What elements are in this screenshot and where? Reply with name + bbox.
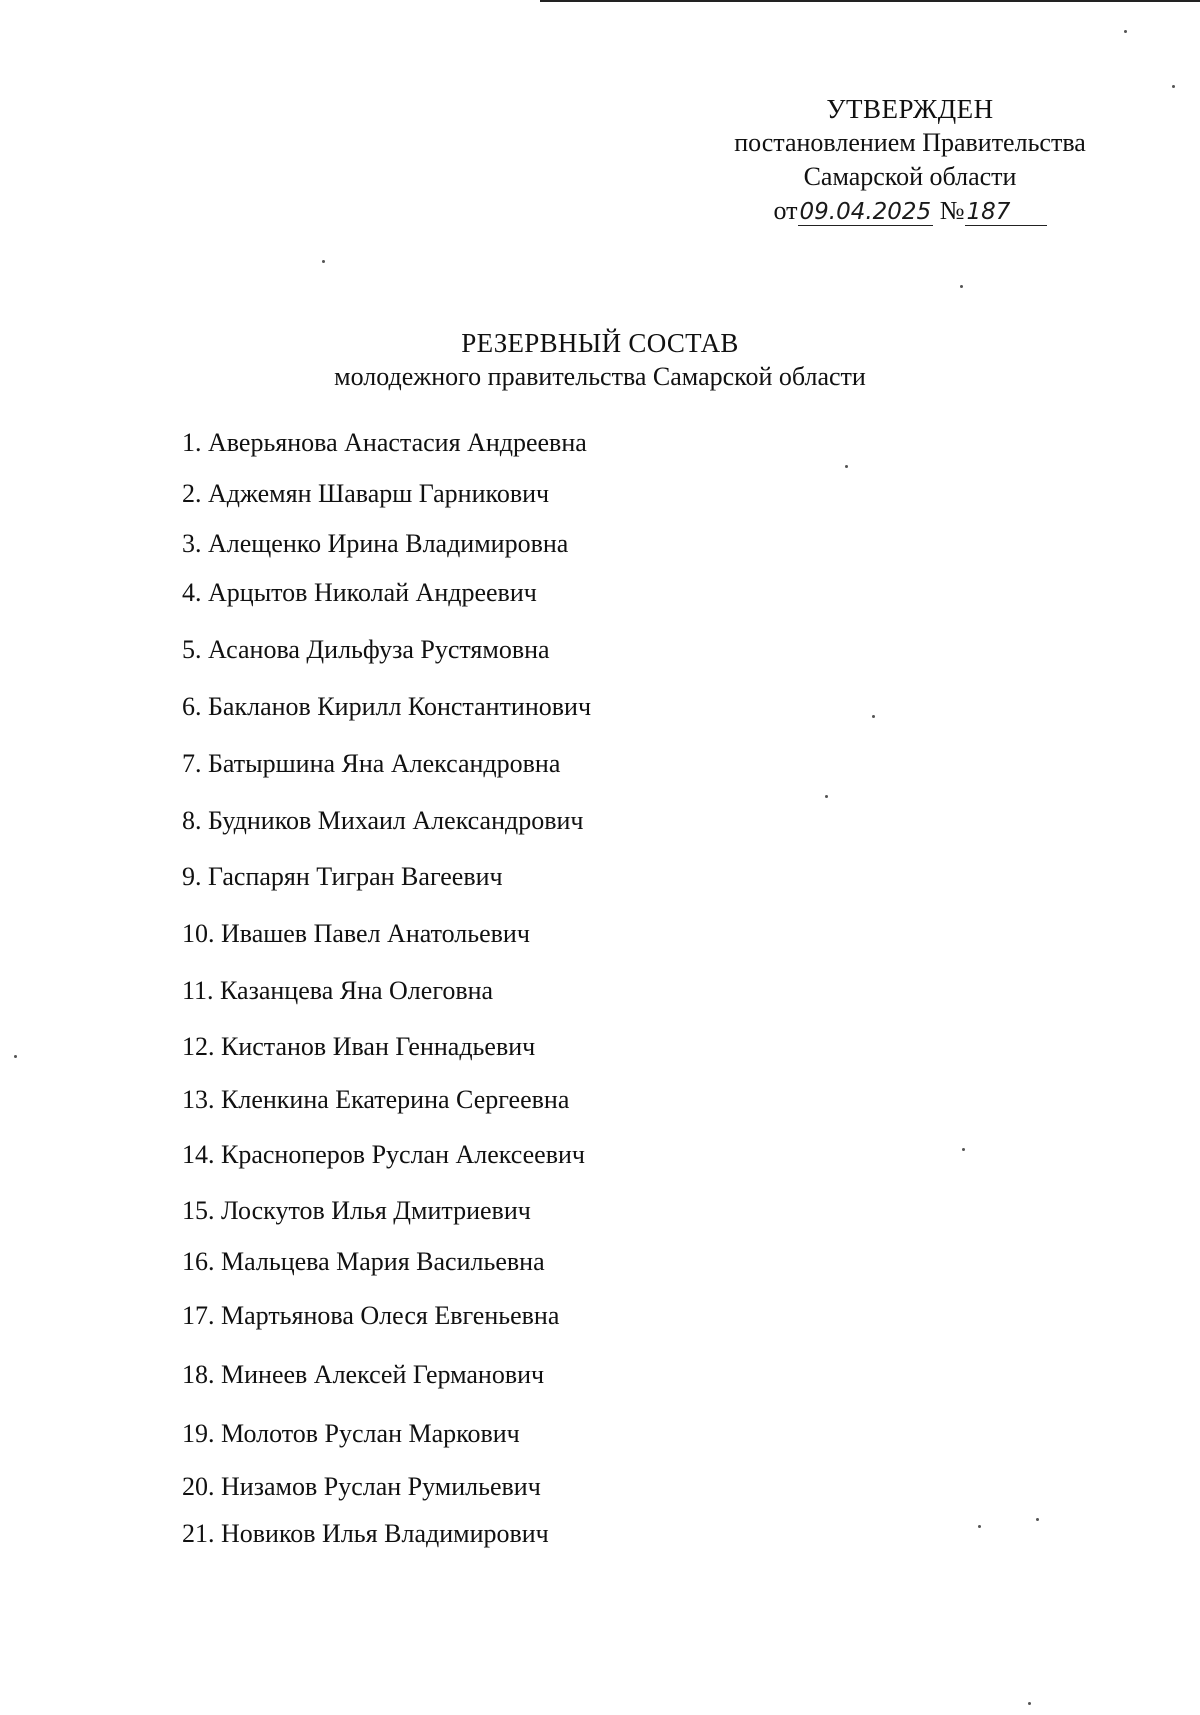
list-item — [182, 919, 530, 949]
list-item-number: 15. — [182, 1196, 215, 1225]
date-prefix: от — [773, 196, 798, 225]
list-item — [182, 1360, 544, 1390]
list-item-number: 17. — [182, 1301, 215, 1330]
list-item-number: 9. — [182, 862, 202, 891]
list-item — [182, 1085, 569, 1115]
scan-speck — [1124, 30, 1127, 33]
scan-speck — [1036, 1518, 1039, 1521]
list-item — [182, 1519, 549, 1549]
scan-speck — [825, 795, 828, 798]
list-item-name: Казанцева Яна Олеговна — [220, 976, 494, 1005]
list-item — [182, 635, 550, 665]
list-item — [182, 692, 591, 722]
list-item-name: Минеев Алексей Германович — [221, 1360, 545, 1389]
list-item-name: Мартьянова Олеся Евгеньевна — [221, 1301, 560, 1330]
top-edge-rule — [540, 0, 1200, 2]
list-item — [182, 1247, 545, 1277]
list-item-number: 21. — [182, 1519, 215, 1548]
list-item-name: Кленкина Екатерина Сергеевна — [221, 1085, 570, 1114]
list-item-number: 19. — [182, 1419, 215, 1448]
document-subheading: молодежного правительства Самарской области — [334, 362, 866, 391]
list-item-name: Будников Михаил Александрович — [208, 806, 584, 835]
handwritten-date: 09.04.2025 — [799, 199, 932, 225]
scan-speck — [322, 260, 325, 263]
list-item — [182, 428, 587, 458]
list-item — [182, 806, 584, 836]
list-item-number: 12. — [182, 1032, 215, 1061]
list-item-number: 20. — [182, 1472, 215, 1501]
list-item-number: 6. — [182, 692, 202, 721]
list-item-number: 16. — [182, 1247, 215, 1276]
list-item-name: Асанова Дильфуза Рустямовна — [208, 635, 550, 664]
approval-status: УТВЕРЖДЕН — [826, 94, 994, 124]
list-item-name: Молотов Руслан Маркович — [221, 1419, 520, 1448]
list-item-number: 2. — [182, 479, 202, 508]
list-item — [182, 862, 503, 892]
list-item — [182, 749, 560, 779]
list-item-number: 13. — [182, 1085, 215, 1114]
list-item-name: Аверьянова Анастасия Андреевна — [208, 428, 587, 457]
list-item-name: Батыршина Яна Александровна — [208, 749, 561, 778]
list-item-name: Ивашев Павел Анатольевич — [221, 919, 530, 948]
scan-speck — [872, 715, 875, 718]
list-item-name: Красноперов Руслан Алексеевич — [221, 1140, 585, 1169]
approval-line-1: постановлением Правительства — [734, 128, 1086, 157]
number-prefix: № — [939, 196, 965, 225]
approval-line-2: Самарской области — [803, 162, 1017, 191]
list-item-name: Новиков Илья Владимирович — [221, 1519, 549, 1548]
list-item — [182, 578, 537, 608]
list-item — [182, 1472, 541, 1502]
list-item-number: 1. — [182, 428, 202, 457]
list-item-number: 5. — [182, 635, 202, 664]
scan-speck — [1172, 85, 1175, 88]
list-item-name: Кистанов Иван Геннадьевич — [221, 1032, 536, 1061]
list-item — [182, 1032, 535, 1062]
list-item-number: 3. — [182, 529, 202, 558]
list-item-name: Низамов Руслан Румильевич — [221, 1472, 541, 1501]
scan-speck — [960, 285, 963, 288]
list-item — [182, 1140, 585, 1170]
list-item-number: 8. — [182, 806, 202, 835]
list-item — [182, 1419, 520, 1449]
handwritten-number: 187 — [965, 199, 1047, 226]
list-item-name: Арцытов Николай Андреевич — [208, 578, 537, 607]
list-item-name: Лоскутов Илья Дмитриевич — [221, 1196, 531, 1225]
list-item-number: 4. — [182, 578, 202, 607]
document-title-block — [0, 326, 1200, 394]
list-item-name: Бакланов Кирилл Константинович — [208, 692, 592, 721]
list-item-number: 14. — [182, 1140, 215, 1169]
list-item — [182, 976, 493, 1006]
list-item-name: Алещенко Ирина Владимировна — [208, 529, 569, 558]
document-heading: РЕЗЕРВНЫЙ СОСТАВ — [461, 328, 739, 358]
scan-speck — [1028, 1702, 1031, 1705]
approval-stamp-block — [700, 92, 1120, 228]
list-item-number: 11. — [182, 976, 214, 1005]
scan-speck — [978, 1525, 981, 1528]
list-item-name: Мальцева Мария Васильевна — [221, 1247, 545, 1276]
scan-speck — [14, 1055, 17, 1058]
list-item-name: Гаспарян Тигран Вагеевич — [208, 862, 503, 891]
list-item-number: 18. — [182, 1360, 215, 1389]
list-item — [182, 529, 568, 559]
scan-speck — [962, 1148, 965, 1151]
approval-date-line — [700, 194, 1120, 228]
list-item — [182, 1196, 531, 1226]
list-item-number: 10. — [182, 919, 215, 948]
list-item — [182, 1301, 559, 1331]
list-item-number: 7. — [182, 749, 202, 778]
list-item-name: Аджемян Шаварш Гарникович — [208, 479, 550, 508]
scan-speck — [845, 465, 848, 468]
list-item — [182, 479, 549, 509]
